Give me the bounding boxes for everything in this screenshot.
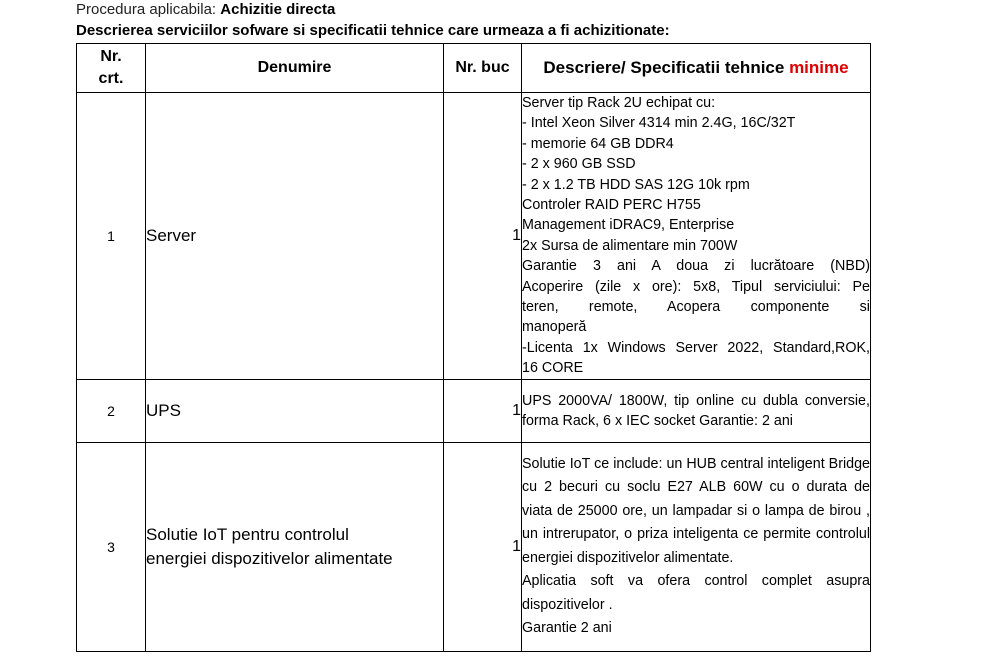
header-nr-crt: Nr. crt. <box>77 44 146 93</box>
table-row <box>77 379 871 442</box>
row-description: Solutie IoT ce include: un HUB central inteligent Bridge cu 2 becuri cu soclu E27 ALB 60W cu o durata de viata de 25000 ore, un lampadar si o lampa de birou , un intrerupator, o priza inteligenta ce permite controlul energiei dispozitivelor alimentate. Aplicatia soft va ofera control complet asupra dispozitivelor . Garantie 2 ani <box>522 442 871 651</box>
row-description: UPS 2000VA/ 1800W, tip online cu dubla conversie, forma Rack, 6 x IEC socket Garantie: 2 ani <box>522 379 871 442</box>
row-denumire: Solutie IoT pentru controlul energiei dispozitivelor alimentate <box>146 442 444 651</box>
header-descriere: Descriere/ Specificatii tehnice minime <box>522 44 871 93</box>
row-number: 3 <box>77 442 146 651</box>
row-quantity: 1 <box>444 442 522 651</box>
row-quantity: 1 <box>444 379 522 442</box>
row-description: Server tip Rack 2U echipat cu: - Intel Xeon Silver 4314 min 2.4G, 16C/32T - memorie 64 GB DDR4 - 2 x 960 GB SSD - 2 x 1.2 TB HDD SAS 12G 10k rpm Controler RAID PERC H755 Management iDRAC9, Enterprise 2x Sursa de alimentare min 700W Garantie 3 ani A doua zi lucrătoare (NBD) Acoperire (zile x ore): 5x8, Tipul serviciului: Pe teren, remote, Acopera componente si manoperă -Licenta 1x Windows Server 2022, Standard,ROK, 16 CORE <box>522 93 871 380</box>
row-number: 2 <box>77 379 146 442</box>
description-heading: Descrierea serviciilor sofware si specificatii tehnice care urmeaza a fi achizitionate: <box>76 22 670 39</box>
procedure-label: Procedura aplicabila: <box>76 1 221 18</box>
procedure-value: Achizitie directa <box>220 1 336 18</box>
row-denumire: Server <box>146 93 444 380</box>
header-minime-highlight: minime <box>789 58 849 77</box>
header-nr-buc: Nr. buc <box>444 44 522 93</box>
row-number: 1 <box>77 93 146 380</box>
table-row <box>77 93 871 380</box>
header-row <box>77 44 871 93</box>
row-quantity: 1 <box>444 93 522 380</box>
table-row <box>77 442 871 651</box>
specifications-table <box>76 43 871 652</box>
procedure-line <box>76 0 876 20</box>
row-denumire: UPS <box>146 379 444 442</box>
header-denumire: Denumire <box>146 44 444 93</box>
intro-section <box>76 0 876 42</box>
